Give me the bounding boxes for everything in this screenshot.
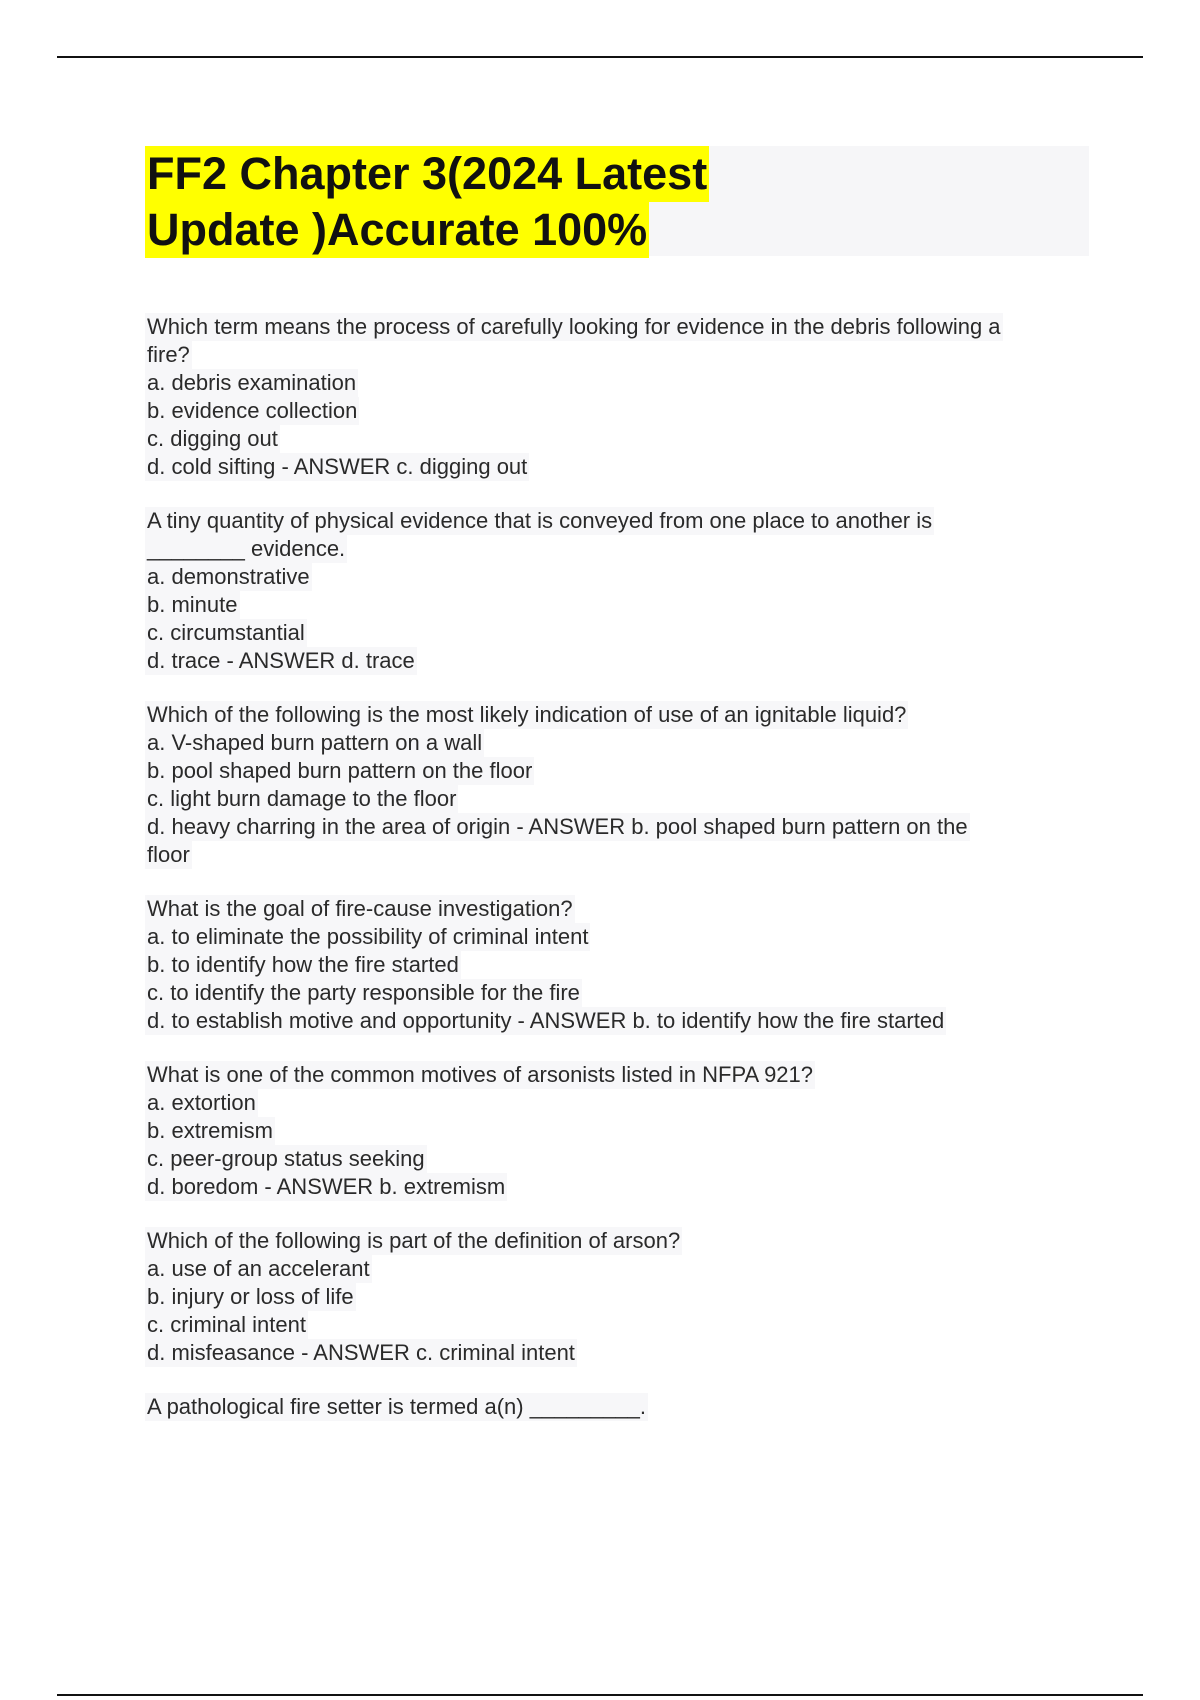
answer-option: a. extortion (147, 1090, 256, 1115)
answer-option: a. to eliminate the possibility of criminal intent (147, 924, 589, 949)
question-text: ________ evidence. (147, 536, 346, 561)
answer-option: b. pool shaped burn pattern on the floor (147, 758, 533, 783)
answer-option: d. to establish motive and opportunity - ANSWER b. to identify how the fire started (147, 1008, 945, 1033)
answer-option: a. debris examination (147, 370, 357, 395)
answer-option: a. V-shaped burn pattern on a wall (147, 730, 483, 755)
answer-option: c. light burn damage to the floor (147, 786, 457, 811)
answer-option: b. extremism (147, 1118, 273, 1143)
answer-option: a. demonstrative (147, 564, 310, 589)
question-text: Which of the following is the most likely indication of use of an ignitable liquid? (147, 702, 907, 727)
question-text: fire? (147, 342, 190, 367)
answer-option: c. peer-group status seeking (147, 1146, 425, 1171)
answer-option: d. heavy charring in the area of origin - ANSWER b. pool shaped burn pattern on the (147, 814, 968, 839)
header-rule (57, 56, 1143, 58)
answer-option: c. circumstantial (147, 620, 305, 645)
question-item (145, 1393, 1090, 1421)
answer-option: c. criminal intent (147, 1312, 306, 1337)
answer-option: b. to identify how the fire started (147, 952, 459, 977)
question-text: A tiny quantity of physical evidence that is conveyed from one place to another is (147, 508, 933, 533)
question-text: A pathological fire setter is termed a(n) _________. (147, 1394, 646, 1419)
answer-option: d. trace - ANSWER d. trace (147, 648, 415, 673)
question-text: Which term means the process of carefully looking for evidence in the debris following a (147, 314, 1001, 339)
answer-option: b. minute (147, 592, 238, 617)
answer-option: c. to identify the party responsible for the fire (147, 980, 580, 1005)
answer-option: c. digging out (147, 426, 278, 451)
answer-option: b. evidence collection (147, 398, 358, 423)
question-item (145, 313, 1090, 481)
document-title (145, 146, 1089, 256)
question-item (145, 507, 1090, 675)
question-text: Which of the following is part of the definition of arson? (147, 1228, 681, 1253)
question-item (145, 895, 1090, 1035)
answer-option: b. injury or loss of life (147, 1284, 354, 1309)
question-text: What is one of the common motives of arsonists listed in NFPA 921? (147, 1062, 814, 1087)
answer-option: d. misfeasance - ANSWER c. criminal intent (147, 1340, 575, 1365)
footer-rule (57, 1694, 1143, 1696)
answer-option: d. boredom - ANSWER b. extremism (147, 1174, 506, 1199)
question-list (145, 313, 1090, 1421)
question-text: What is the goal of fire-cause investigation? (147, 896, 573, 921)
answer-option: d. cold sifting - ANSWER c. digging out (147, 454, 528, 479)
title-line-2: Update )Accurate 100% (145, 202, 649, 258)
question-item (145, 701, 1090, 869)
title-line-1: FF2 Chapter 3(2024 Latest (145, 146, 709, 202)
question-item (145, 1061, 1090, 1201)
answer-option: floor (147, 842, 190, 867)
question-item (145, 1227, 1090, 1367)
answer-option: a. use of an accelerant (147, 1256, 370, 1281)
